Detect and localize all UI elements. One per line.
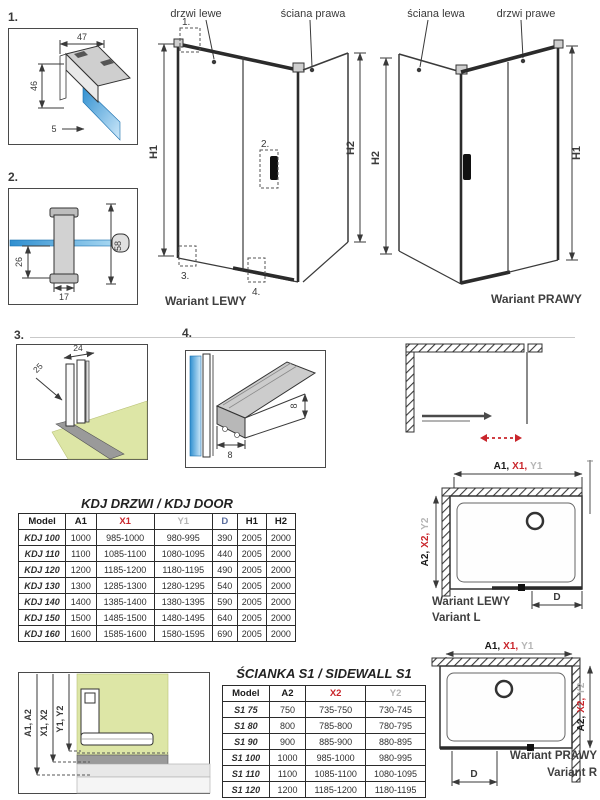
svg-text:A2,X2,Y2: A2,X2,Y2	[420, 517, 431, 567]
door-handle	[270, 156, 278, 180]
cell: 2005	[237, 610, 266, 626]
leader-dot	[417, 68, 421, 72]
header-row	[223, 686, 426, 702]
cell: 1185-1200	[96, 562, 154, 578]
cell: 1280-1295	[154, 578, 212, 594]
svg-text:47: 47	[76, 32, 88, 42]
left-variant-caption: Wariant LEWY	[165, 294, 247, 308]
detail-4-label: 4.	[182, 326, 193, 340]
cell: 690	[212, 626, 237, 642]
column-header: Y1	[154, 514, 212, 530]
cell: 730-745	[366, 702, 426, 718]
dimension-25	[31, 361, 62, 400]
table-row	[223, 702, 426, 718]
right-variant-caption: Wariant PRAWY	[491, 292, 582, 306]
table-row	[223, 734, 426, 750]
cell: S1 100	[223, 750, 270, 766]
cell: KDJ 110	[19, 546, 66, 562]
column-header: Model	[19, 514, 66, 530]
cell: 2000	[266, 594, 295, 610]
cell: 2005	[237, 562, 266, 578]
h1-dimension	[148, 44, 174, 256]
cell: 980-995	[366, 750, 426, 766]
wall-top	[406, 344, 524, 352]
cell: KDJ 150	[19, 610, 66, 626]
svg-text:Y1, Y2: Y1, Y2	[55, 705, 65, 733]
leader-dot	[212, 60, 216, 64]
variant-l-caption-en: Variant L	[432, 612, 481, 624]
table-row	[223, 718, 426, 734]
cell: 1400	[66, 594, 96, 610]
door-slide-arrow	[422, 412, 492, 421]
table-row	[223, 782, 426, 798]
variant-l-caption-pl: Wariant LEWY	[432, 596, 511, 608]
side-wall	[303, 53, 348, 282]
cell: 1380-1395	[154, 594, 212, 610]
wall-left	[442, 496, 450, 596]
kdj-table	[18, 513, 296, 642]
floor-band-1	[77, 764, 210, 777]
cell: S1 110	[223, 766, 270, 782]
cell: 2000	[266, 546, 295, 562]
wall-end	[528, 344, 542, 352]
svg-text:D: D	[553, 592, 561, 603]
cell: 985-1000	[96, 530, 154, 546]
wall-top	[442, 488, 582, 496]
shower-tray	[450, 496, 582, 589]
s1-table-title: ŚCIANKA S1 / SIDEWALL S1	[236, 666, 412, 681]
svg-text:A1, A2: A1, A2	[23, 709, 33, 737]
cell: S1 120	[223, 782, 270, 798]
column-header: X2	[306, 686, 366, 702]
cell: 440	[212, 546, 237, 562]
cell: 1580-1595	[154, 626, 212, 642]
detail-1-drawing	[8, 28, 138, 145]
door-assembly	[174, 39, 304, 282]
detail-3-drawing	[16, 344, 148, 460]
cell: KDJ 120	[19, 562, 66, 578]
cell: 1000	[66, 530, 96, 546]
callout-4	[248, 258, 265, 298]
door-assembly	[456, 40, 563, 284]
cell: KDJ 100	[19, 530, 66, 546]
column-header: Y2	[366, 686, 426, 702]
left-variant-perspective	[148, 6, 370, 306]
cell: 1600	[66, 626, 96, 642]
h1-dimension	[566, 46, 583, 260]
table-row	[19, 546, 296, 562]
detail-1-label: 1.	[8, 10, 19, 24]
install-detail-drawing	[18, 663, 213, 795]
svg-text:8: 8	[227, 450, 233, 460]
dim-a2-x2-y2	[420, 496, 436, 588]
cell: 1085-1100	[96, 546, 154, 562]
cell: KDJ 140	[19, 594, 66, 610]
sill-profile	[217, 362, 315, 438]
table-row	[19, 626, 296, 642]
cell: 2005	[237, 626, 266, 642]
svg-text:H2: H2	[370, 150, 382, 166]
cell: 1300	[66, 578, 96, 594]
cell: 2000	[266, 530, 295, 546]
cell: 590	[212, 594, 237, 610]
drain	[496, 681, 512, 697]
cell: 2005	[237, 546, 266, 562]
svg-text:1.: 1.	[182, 17, 191, 28]
svg-text:H1: H1	[148, 144, 160, 160]
cell: 750	[269, 702, 306, 718]
svg-text:26: 26	[14, 256, 24, 268]
top-rail-profile	[60, 46, 130, 102]
cell: S1 75	[223, 702, 270, 718]
column-header: A1	[66, 514, 96, 530]
column-header: H1	[237, 514, 266, 530]
cell: 880-895	[366, 734, 426, 750]
svg-text:H1: H1	[571, 145, 583, 161]
cell: 2000	[266, 626, 295, 642]
opening-direction-arrow	[480, 434, 522, 442]
cell: 2000	[266, 562, 295, 578]
label-right-door: drzwi prawe	[496, 8, 556, 20]
label-left-wall: ściana lewa	[407, 8, 465, 20]
leader-dot	[310, 68, 314, 72]
cell: 1100	[269, 766, 306, 782]
detail-4-drawing	[185, 342, 327, 468]
column-header: H2	[266, 514, 295, 530]
svg-text:3.: 3.	[181, 271, 190, 282]
cell: KDJ 160	[19, 626, 66, 642]
plan-schematic	[398, 338, 550, 460]
dimension-46	[29, 64, 64, 108]
cell: 1285-1300	[96, 578, 154, 594]
cell: 785-800	[306, 718, 366, 734]
table-row	[223, 766, 426, 782]
column-header: X1	[96, 514, 154, 530]
floor-band-2	[77, 777, 210, 793]
column-header: Model	[223, 686, 270, 702]
table-row	[19, 530, 296, 546]
cell: S1 80	[223, 718, 270, 734]
cell: 1485-1500	[96, 610, 154, 626]
h2-dimension	[370, 58, 392, 254]
cell: 1480-1495	[154, 610, 212, 626]
glass-panel	[83, 86, 120, 140]
s1-table-container	[222, 685, 426, 798]
roller-block	[518, 584, 525, 591]
cell: 2005	[237, 578, 266, 594]
cell: 640	[212, 610, 237, 626]
svg-text:58: 58	[113, 240, 123, 252]
table-row	[19, 578, 296, 594]
cell: 735-750	[306, 702, 366, 718]
cell: 1585-1600	[96, 626, 154, 642]
cell: S1 90	[223, 734, 270, 750]
cell: 2000	[266, 610, 295, 626]
cell: 800	[269, 718, 306, 734]
detail-2-label: 2.	[8, 170, 19, 184]
variant-r-caption-en: Variant R	[547, 767, 597, 779]
table-row	[19, 610, 296, 626]
label-left-door: drzwi lewe	[170, 8, 222, 20]
cell: 1000	[269, 750, 306, 766]
column-header: D	[212, 514, 237, 530]
cell: 2005	[237, 594, 266, 610]
detail-2-drawing	[8, 188, 138, 305]
svg-text:17: 17	[58, 292, 70, 302]
cell: 540	[212, 578, 237, 594]
svg-text:4.: 4.	[252, 287, 261, 298]
table-row	[19, 594, 296, 610]
cell: 1080-1095	[154, 546, 212, 562]
table-row	[223, 750, 426, 766]
right-variant-perspective	[366, 6, 598, 306]
door-handle	[463, 154, 471, 180]
dimension-24	[64, 343, 94, 358]
cell: 1500	[66, 610, 96, 626]
svg-text:24: 24	[73, 343, 83, 353]
cell: 2000	[266, 578, 295, 594]
cell: 1080-1095	[366, 766, 426, 782]
leader-dot	[521, 59, 525, 63]
header-row	[19, 514, 296, 530]
cell: 1200	[66, 562, 96, 578]
s1-table	[222, 685, 426, 798]
kdj-table-title: KDJ DRZWI / KDJ DOOR	[81, 496, 233, 511]
dimension-5	[51, 124, 84, 134]
cell: 2005	[237, 530, 266, 546]
glass-panels	[66, 360, 89, 426]
detail-3-label: 3.	[14, 328, 25, 342]
cell: 1180-1195	[154, 562, 212, 578]
dimension-17	[54, 283, 74, 302]
cell: 390	[212, 530, 237, 546]
dim-d	[532, 591, 582, 609]
svg-text:2.: 2.	[261, 139, 270, 150]
table-row	[19, 562, 296, 578]
svg-text:5: 5	[51, 124, 57, 134]
label-right-wall: ściana prawa	[280, 8, 346, 20]
threshold-strip	[77, 755, 168, 764]
wall-left	[406, 352, 414, 432]
cell: 1100	[66, 546, 96, 562]
cell: 1180-1195	[366, 782, 426, 798]
cell: 1085-1100	[306, 766, 366, 782]
variant-r-caption-pl: Wariant PRAWY	[509, 750, 597, 762]
svg-text:A1,X1,Y1: A1, X1, Y1	[484, 641, 534, 652]
cell: 1185-1200	[306, 782, 366, 798]
dim-a1-x1-y1	[454, 461, 582, 488]
cell: 885-900	[306, 734, 366, 750]
svg-text:A1,X1,Y1: A1, X1, Y1	[493, 461, 543, 472]
svg-text:8: 8	[289, 403, 299, 409]
cell: 780-795	[366, 718, 426, 734]
cell: 985-1000	[306, 750, 366, 766]
svg-text:A2,X2,Y2: A2,X2,Y2	[576, 682, 587, 732]
svg-text:46: 46	[29, 80, 39, 92]
kdj-table-container	[18, 513, 296, 642]
callout-3	[179, 246, 196, 282]
cell: 1200	[269, 782, 306, 798]
wall-top	[432, 658, 580, 666]
svg-text:D: D	[470, 769, 478, 780]
side-wall	[399, 54, 461, 284]
cell: KDJ 130	[19, 578, 66, 594]
svg-text:H2: H2	[345, 140, 357, 156]
cell: 490	[212, 562, 237, 578]
drain	[527, 513, 543, 529]
shower-tray	[440, 666, 572, 748]
glass-panel	[190, 354, 213, 457]
dimension-26	[14, 246, 50, 278]
cell: 900	[269, 734, 306, 750]
svg-text:25: 25	[30, 360, 45, 375]
cell: 980-995	[154, 530, 212, 546]
column-header: A2	[269, 686, 306, 702]
svg-text:X1, X2: X1, X2	[39, 709, 49, 737]
cell: 1385-1400	[96, 594, 154, 610]
